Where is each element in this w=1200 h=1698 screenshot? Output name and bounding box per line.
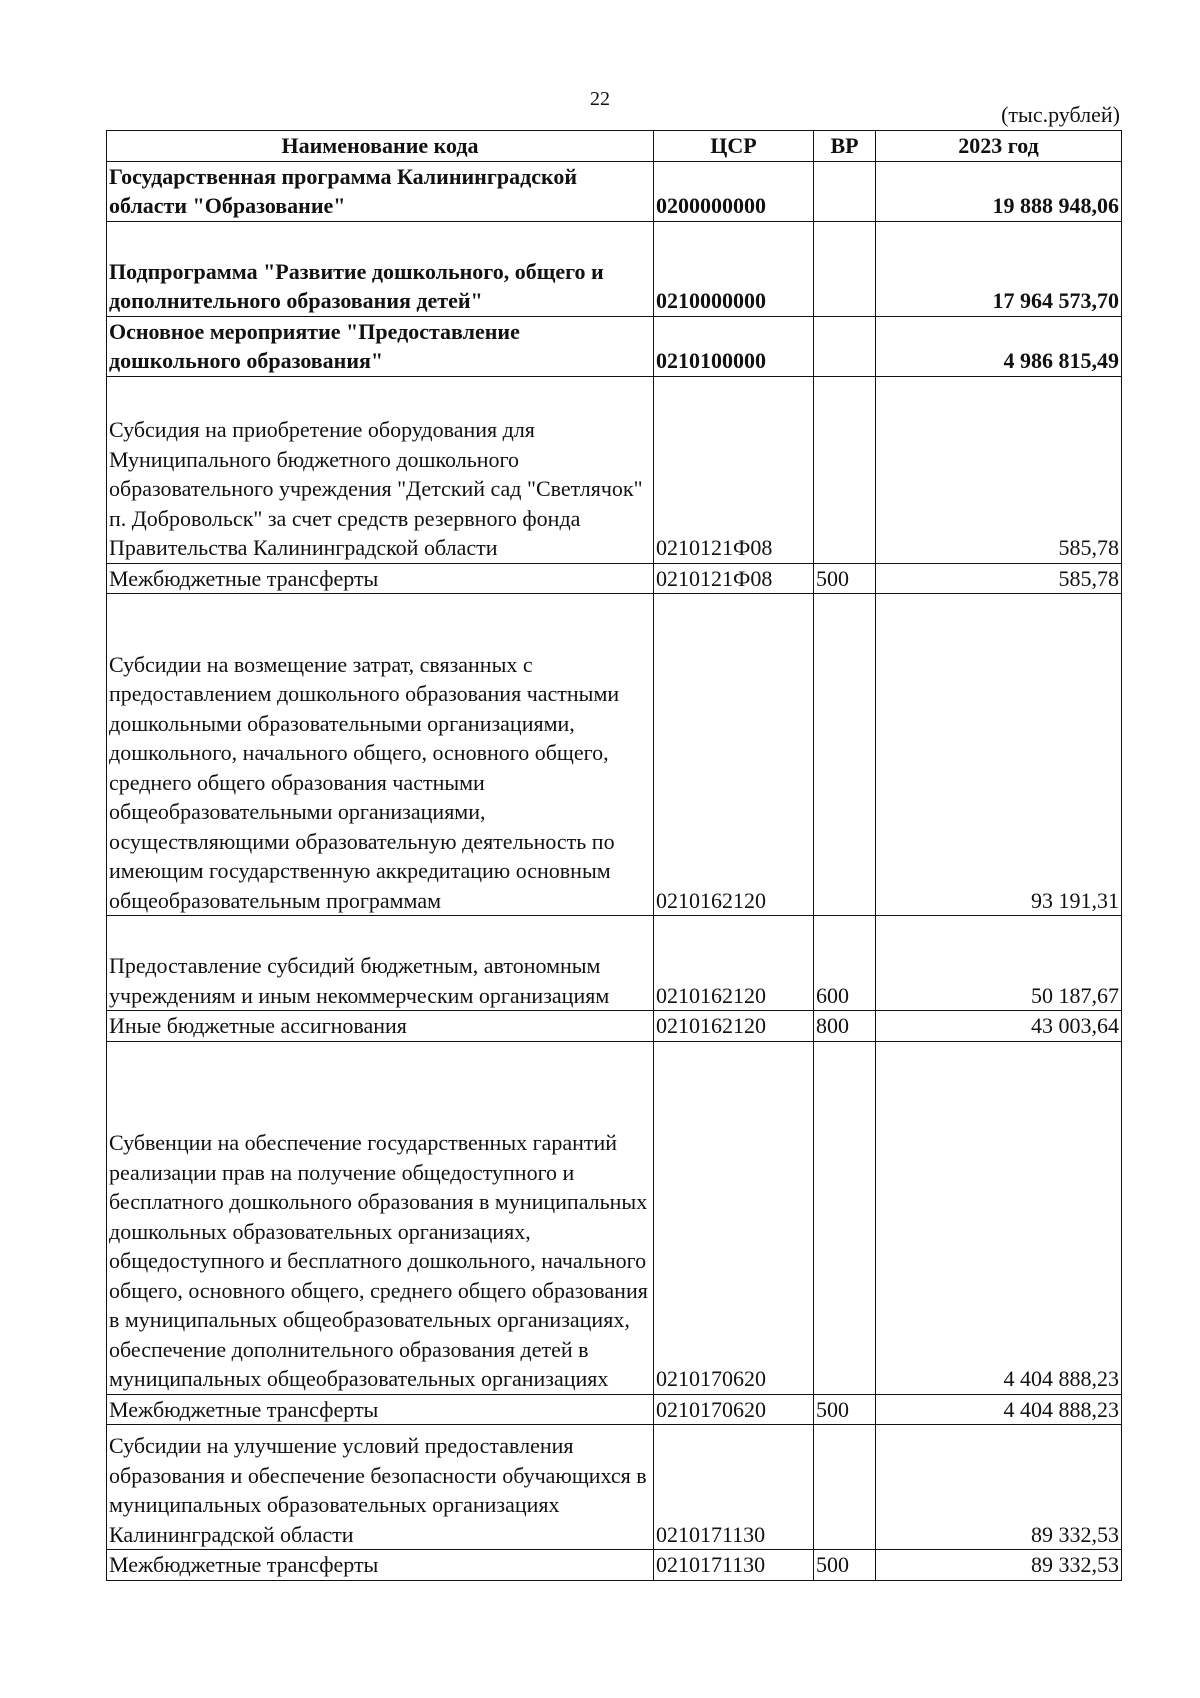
- row-sum: 93 191,31: [876, 594, 1122, 916]
- row-vr: [814, 221, 876, 316]
- row-sum: 89 332,53: [876, 1425, 1122, 1550]
- table-row: [107, 1550, 1122, 1581]
- row-sum: 585,78: [876, 563, 1122, 594]
- row-vr: 500: [814, 563, 876, 594]
- row-name: Основное мероприятие "Предоставление дошкольного образования": [107, 316, 654, 376]
- table-row: [107, 594, 1122, 916]
- row-csr: 0210162120: [654, 916, 814, 1011]
- row-sum: 43 003,64: [876, 1011, 1122, 1042]
- table-row: [107, 221, 1122, 316]
- row-csr: 0210121Ф08: [654, 376, 814, 563]
- row-name: Субвенции на обеспечение государственных гарантий реализации прав на получение общедоступного и бесплатного дошкольного образования в муниципальных дошкольных образовательных организациях, общедоступного и бесплатного дошкольного, начального общего, основного общего, среднего общего образования в муниципальных общеобразовательных организациях, обеспечение дополнительного образования детей в муниципальных общеобразовательных организациях: [107, 1041, 654, 1394]
- row-sum: 19 888 948,06: [876, 161, 1122, 221]
- table-row: [107, 1394, 1122, 1425]
- row-name: Подпрограмма "Развитие дошкольного, общего и дополнительного образования детей": [107, 221, 654, 316]
- row-name: Межбюджетные трансферты: [107, 1394, 654, 1425]
- row-name: Предоставление субсидий бюджетным, автономным учреждениям и иным некоммерческим организациям: [107, 916, 654, 1011]
- budget-table: [106, 130, 1122, 1581]
- row-csr: 0210162120: [654, 594, 814, 916]
- table-row: [107, 376, 1122, 563]
- row-sum: 50 187,67: [876, 916, 1122, 1011]
- row-sum: 17 964 573,70: [876, 221, 1122, 316]
- row-sum: 585,78: [876, 376, 1122, 563]
- row-vr: [814, 1041, 876, 1394]
- row-name: Субсидии на улучшение условий предоставления образования и обеспечение безопасности обучающихся в муниципальных образовательных организациях Калининградской области: [107, 1425, 654, 1550]
- row-name: Субсидии на возмещение затрат, связанных с предоставлением дошкольного образования частными дошкольными образовательными организациями, дошкольного, начального общего, основного общего, среднего общего образования частными общеобразовательными организациями, осуществляющими образовательную деятельность по имеющим государственную аккредитацию основным общеобразовательным программам: [107, 594, 654, 916]
- row-vr: [814, 376, 876, 563]
- row-csr: 0210162120: [654, 1011, 814, 1042]
- table-row: [107, 1011, 1122, 1042]
- row-csr: 0210121Ф08: [654, 563, 814, 594]
- header-sum: 2023 год: [876, 131, 1122, 162]
- table-row: [107, 1041, 1122, 1394]
- row-csr: 0210171130: [654, 1425, 814, 1550]
- row-name: Иные бюджетные ассигнования: [107, 1011, 654, 1042]
- row-sum: 4 404 888,23: [876, 1394, 1122, 1425]
- row-csr: 0210100000: [654, 316, 814, 376]
- row-sum: 89 332,53: [876, 1550, 1122, 1581]
- row-name: Субсидия на приобретение оборудования для Муниципального бюджетного дошкольного образовательного учреждения "Детский сад "Светлячок" п. Добровольск" за счет средств резервного фонда Правительства Калининградской области: [107, 376, 654, 563]
- row-csr: 0210171130: [654, 1550, 814, 1581]
- row-sum: 4 404 888,23: [876, 1041, 1122, 1394]
- row-vr: 500: [814, 1394, 876, 1425]
- row-vr: 600: [814, 916, 876, 1011]
- table-row: [107, 563, 1122, 594]
- row-csr: 0200000000: [654, 161, 814, 221]
- row-name: Межбюджетные трансферты: [107, 563, 654, 594]
- table-row: [107, 916, 1122, 1011]
- table-row: [107, 316, 1122, 376]
- row-vr: [814, 1425, 876, 1550]
- row-vr: [814, 161, 876, 221]
- row-name: Межбюджетные трансферты: [107, 1550, 654, 1581]
- units-label: (тыс.рублей): [1001, 102, 1120, 127]
- table-header-row: [107, 131, 1122, 162]
- row-csr: 0210170620: [654, 1394, 814, 1425]
- table-row: [107, 1425, 1122, 1550]
- header-name: Наименование кода: [107, 131, 654, 162]
- table-row: [107, 161, 1122, 221]
- row-vr: 800: [814, 1011, 876, 1042]
- header-csr: ЦСР: [654, 131, 814, 162]
- row-vr: [814, 316, 876, 376]
- header-vr: ВР: [814, 131, 876, 162]
- row-csr: 0210000000: [654, 221, 814, 316]
- page-number: 22: [590, 88, 610, 110]
- row-name: Государственная программа Калининградской области "Образование": [107, 161, 654, 221]
- row-vr: [814, 594, 876, 916]
- row-csr: 0210170620: [654, 1041, 814, 1394]
- row-sum: 4 986 815,49: [876, 316, 1122, 376]
- row-vr: 500: [814, 1550, 876, 1581]
